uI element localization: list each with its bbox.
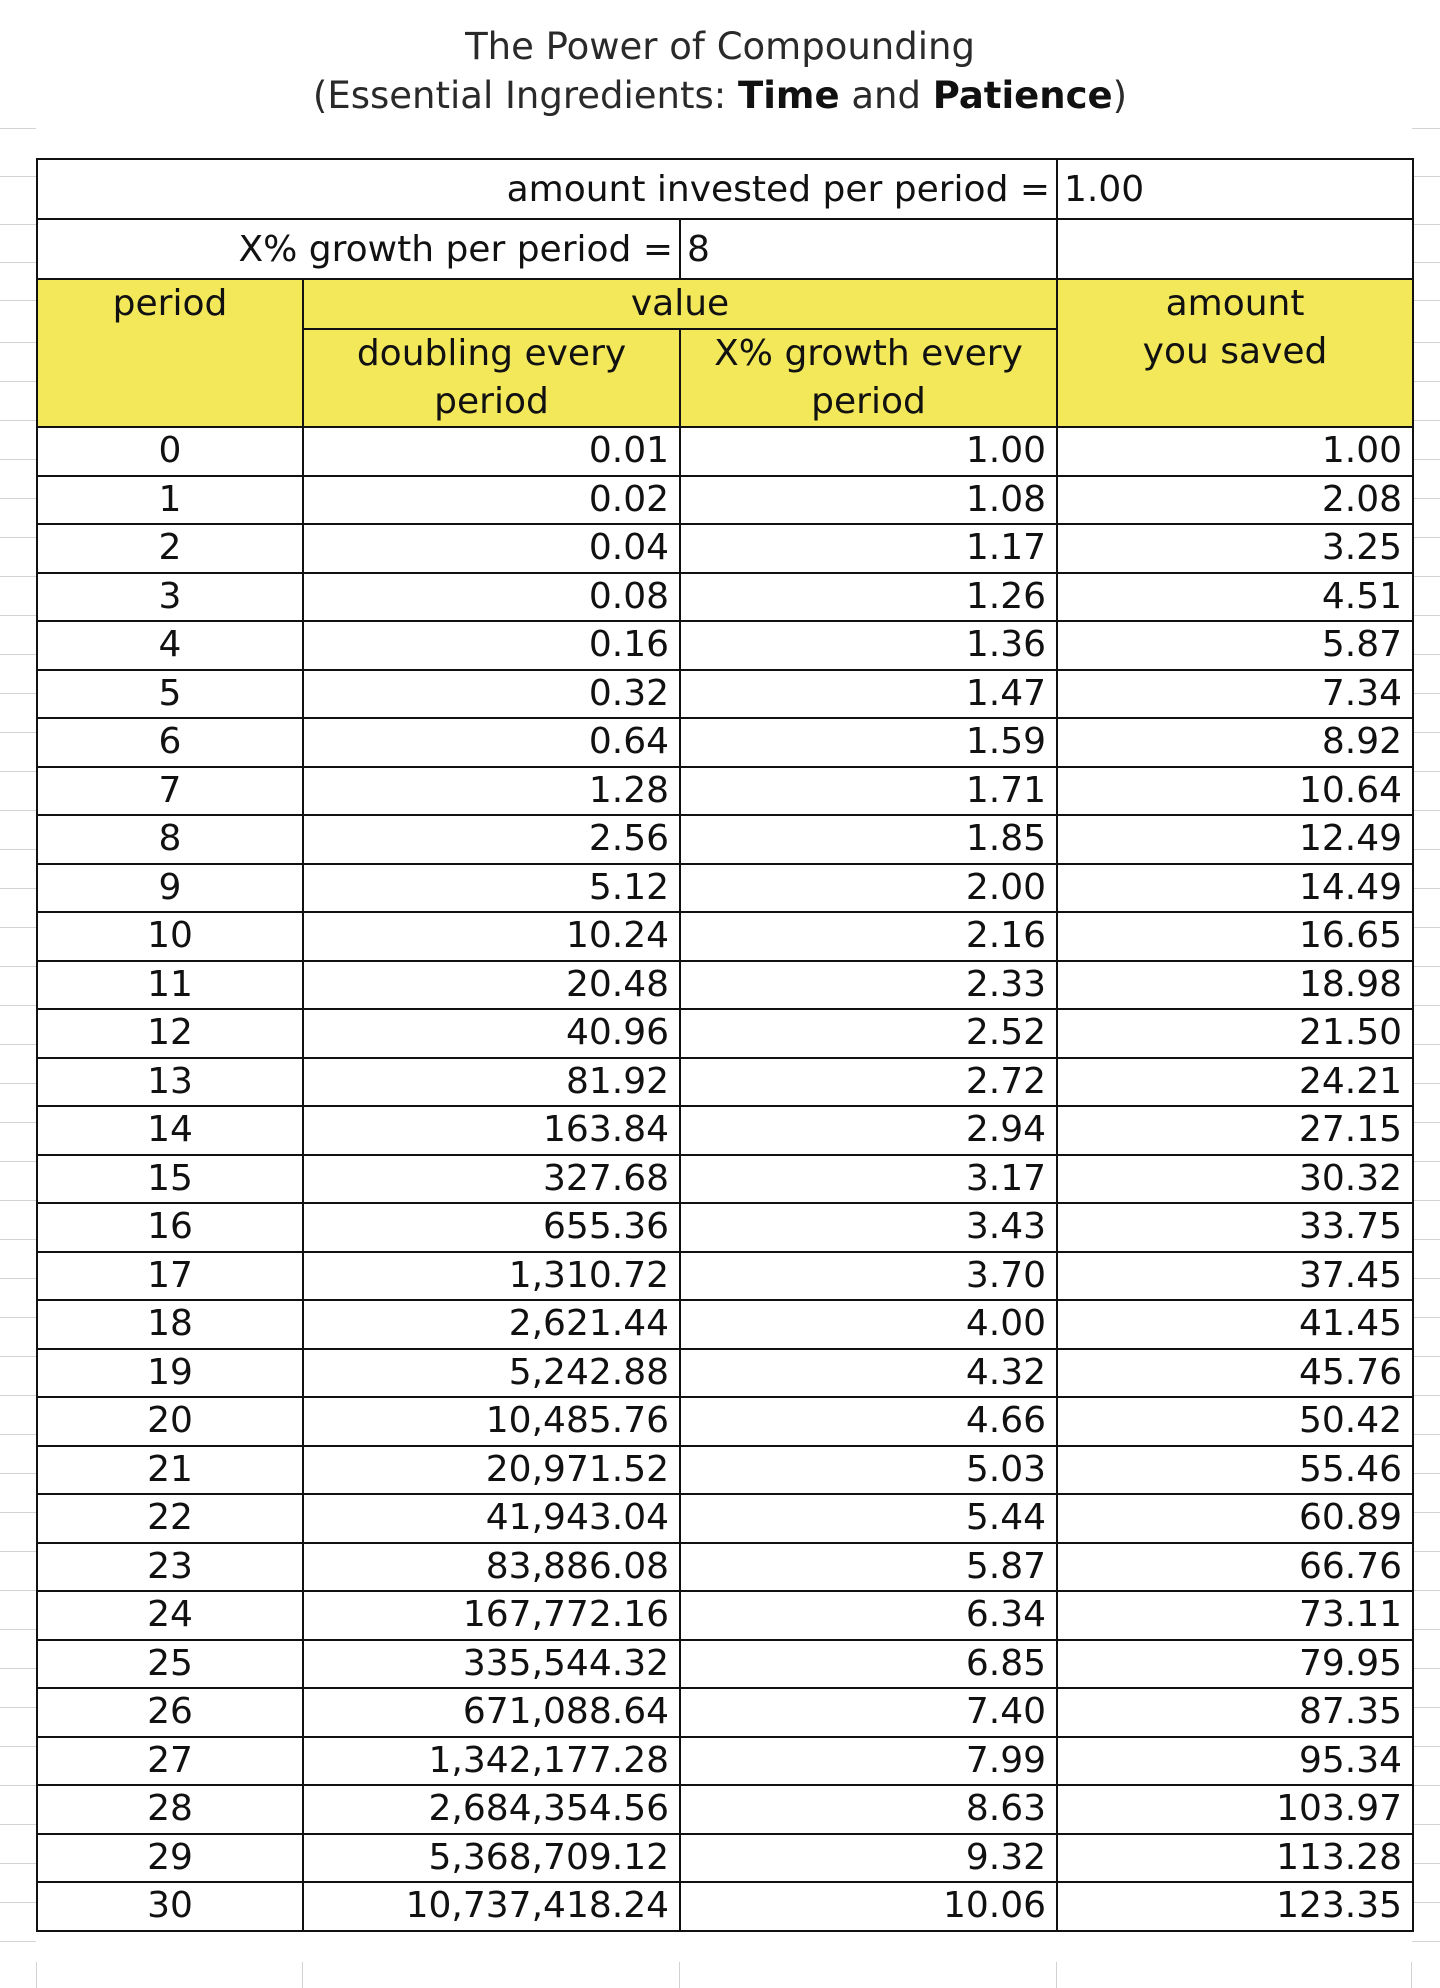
doubling-cell[interactable]: 10,485.76 xyxy=(303,1397,680,1446)
saved-cell[interactable]: 60.89 xyxy=(1057,1494,1413,1543)
period-cell[interactable]: 5 xyxy=(37,670,303,719)
period-cell[interactable]: 2 xyxy=(37,524,303,573)
doubling-cell[interactable]: 83,886.08 xyxy=(303,1543,680,1592)
growth-row xyxy=(37,219,1413,279)
header-saved: amount you saved xyxy=(1057,279,1413,427)
table-row xyxy=(37,1834,1413,1883)
period-cell[interactable]: 26 xyxy=(37,1688,303,1737)
table-row xyxy=(37,621,1413,670)
period-cell[interactable]: 18 xyxy=(37,1300,303,1349)
period-cell[interactable]: 28 xyxy=(37,1785,303,1834)
period-cell[interactable]: 19 xyxy=(37,1349,303,1398)
growth-cell[interactable]: 6.85 xyxy=(680,1640,1057,1689)
sheet-gridline xyxy=(1412,1044,1440,1045)
title-line-1: The Power of Compounding xyxy=(465,25,975,68)
sheet-gridline xyxy=(0,1512,36,1513)
table-row xyxy=(37,1106,1413,1155)
sheet-gridline xyxy=(1412,1863,1440,1864)
growth-cell[interactable]: 8.63 xyxy=(680,1785,1057,1834)
doubling-cell[interactable]: 5,242.88 xyxy=(303,1349,680,1398)
sheet-gridline xyxy=(0,1629,36,1630)
growth-cell[interactable]: 2.52 xyxy=(680,1009,1057,1058)
saved-cell[interactable]: 2.08 xyxy=(1057,476,1413,525)
growth-cell[interactable]: 3.70 xyxy=(680,1252,1057,1301)
table-row xyxy=(37,1688,1413,1737)
sheet-gridline xyxy=(0,1551,36,1552)
sheet-gridline xyxy=(1412,1551,1440,1552)
table-row xyxy=(37,961,1413,1010)
sheet-gridline xyxy=(0,654,36,655)
table-row xyxy=(37,1397,1413,1446)
table-row xyxy=(37,573,1413,622)
table-row xyxy=(37,815,1413,864)
sheet-gridline xyxy=(0,1317,36,1318)
period-cell[interactable]: 1 xyxy=(37,476,303,525)
sheet-gridline xyxy=(1412,1356,1440,1357)
saved-cell[interactable]: 8.92 xyxy=(1057,718,1413,767)
header-value: value xyxy=(303,279,1057,329)
sheet-gridline xyxy=(0,732,36,733)
growth-cell[interactable]: 1.71 xyxy=(680,767,1057,816)
growth-cell[interactable]: 4.32 xyxy=(680,1349,1057,1398)
sheet-gridline xyxy=(0,1941,36,1942)
sheet-gridline xyxy=(0,771,36,772)
sheet-gridline xyxy=(0,176,36,177)
sheet-gridline xyxy=(1412,1590,1440,1591)
doubling-cell[interactable]: 10.24 xyxy=(303,912,680,961)
sheet-gridline xyxy=(1412,537,1440,538)
sheet-gridline xyxy=(1412,1278,1440,1279)
table-row xyxy=(37,1252,1413,1301)
growth-cell[interactable]: 6.34 xyxy=(680,1591,1057,1640)
saved-cell[interactable]: 3.25 xyxy=(1057,524,1413,573)
saved-cell[interactable]: 1.00 xyxy=(1057,427,1413,476)
saved-cell[interactable]: 79.95 xyxy=(1057,1640,1413,1689)
sheet-gridline xyxy=(1412,732,1440,733)
table-row xyxy=(37,1591,1413,1640)
sheet-gridline xyxy=(1411,1962,1412,1988)
saved-cell[interactable]: 50.42 xyxy=(1057,1397,1413,1446)
growth-cell[interactable]: 5.03 xyxy=(680,1446,1057,1495)
saved-cell[interactable]: 113.28 xyxy=(1057,1834,1413,1883)
header-doubling: doubling every period xyxy=(303,329,680,427)
saved-cell[interactable]: 66.76 xyxy=(1057,1543,1413,1592)
table-row xyxy=(37,1737,1413,1786)
sheet-gridline xyxy=(1412,224,1440,225)
sheet-gridline xyxy=(1412,888,1440,889)
saved-cell[interactable]: 73.11 xyxy=(1057,1591,1413,1640)
doubling-cell[interactable]: 0.01 xyxy=(303,427,680,476)
table-row xyxy=(37,718,1413,767)
sheet-gridline xyxy=(0,615,36,616)
saved-cell[interactable]: 45.76 xyxy=(1057,1349,1413,1398)
sheet-gridline xyxy=(0,342,36,343)
growth-cell[interactable]: 5.44 xyxy=(680,1494,1057,1543)
amount-row xyxy=(37,159,1413,219)
growth-cell[interactable]: 2.33 xyxy=(680,961,1057,1010)
period-cell[interactable]: 9 xyxy=(37,864,303,913)
growth-cell[interactable]: 7.99 xyxy=(680,1737,1057,1786)
sheet-gridline xyxy=(0,1200,36,1201)
period-cell[interactable]: 21 xyxy=(37,1446,303,1495)
sheet-gridline xyxy=(1412,1629,1440,1630)
period-cell[interactable]: 6 xyxy=(37,718,303,767)
growth-cell[interactable]: 1.47 xyxy=(680,670,1057,719)
period-cell[interactable]: 29 xyxy=(37,1834,303,1883)
header-growth: X% growth every period xyxy=(680,329,1057,427)
sheet-gridline xyxy=(0,498,36,499)
table-row xyxy=(37,1446,1413,1495)
sheet-gridline xyxy=(679,1962,680,1988)
doubling-cell[interactable]: 2.56 xyxy=(303,815,680,864)
growth-input-cell[interactable]: 8 xyxy=(680,219,1057,279)
growth-cell[interactable]: 2.16 xyxy=(680,912,1057,961)
doubling-cell[interactable]: 0.04 xyxy=(303,524,680,573)
doubling-cell[interactable]: 0.32 xyxy=(303,670,680,719)
table-row xyxy=(37,1543,1413,1592)
amount-label: amount invested per period = xyxy=(37,159,1057,219)
sheet-gridline xyxy=(1412,1122,1440,1123)
saved-cell[interactable]: 10.64 xyxy=(1057,767,1413,816)
sheet-gridline xyxy=(1412,771,1440,772)
growth-cell[interactable]: 4.00 xyxy=(680,1300,1057,1349)
sheet-gridline xyxy=(1412,300,1440,301)
table-row xyxy=(37,427,1413,476)
sheet-gridline xyxy=(1412,498,1440,499)
table-row xyxy=(37,524,1413,573)
saved-cell[interactable]: 87.35 xyxy=(1057,1688,1413,1737)
growth-cell[interactable]: 1.26 xyxy=(680,573,1057,622)
saved-cell[interactable]: 27.15 xyxy=(1057,1106,1413,1155)
period-cell[interactable]: 22 xyxy=(37,1494,303,1543)
sheet-gridline xyxy=(1412,1785,1440,1786)
sheet-gridline xyxy=(0,1278,36,1279)
sheet-gridline xyxy=(1412,1083,1440,1084)
doubling-cell[interactable]: 167,772.16 xyxy=(303,1591,680,1640)
sheet-gridline xyxy=(0,1824,36,1825)
sheet-gridline xyxy=(1412,1434,1440,1435)
period-cell[interactable]: 24 xyxy=(37,1591,303,1640)
growth-cell[interactable]: 1.59 xyxy=(680,718,1057,767)
header-row-top xyxy=(37,279,1413,329)
growth-cell[interactable]: 1.36 xyxy=(680,621,1057,670)
sheet-gridline xyxy=(1412,576,1440,577)
sheet-gridline xyxy=(1056,1962,1057,1988)
period-cell[interactable]: 12 xyxy=(37,1009,303,1058)
table-row xyxy=(37,1155,1413,1204)
sheet-gridline xyxy=(0,576,36,577)
period-cell[interactable]: 15 xyxy=(37,1155,303,1204)
doubling-cell[interactable]: 0.64 xyxy=(303,718,680,767)
sheet-gridline xyxy=(0,1122,36,1123)
sheet-gridline xyxy=(0,1473,36,1474)
growth-cell[interactable]: 1.85 xyxy=(680,815,1057,864)
sheet-gridline xyxy=(0,966,36,967)
growth-cell[interactable]: 2.94 xyxy=(680,1106,1057,1155)
saved-cell[interactable]: 41.45 xyxy=(1057,1300,1413,1349)
compounding-table xyxy=(36,158,1414,1932)
sheet-gridline xyxy=(0,381,36,382)
title-line-2-suffix: ) xyxy=(1112,74,1128,117)
sheet-gridline xyxy=(0,888,36,889)
growth-cell[interactable]: 7.40 xyxy=(680,1688,1057,1737)
doubling-cell[interactable]: 671,088.64 xyxy=(303,1688,680,1737)
sheet-gridline xyxy=(1412,1239,1440,1240)
doubling-cell[interactable]: 1,342,177.28 xyxy=(303,1737,680,1786)
sheet-gridline xyxy=(1412,459,1440,460)
saved-cell[interactable]: 30.32 xyxy=(1057,1155,1413,1204)
growth-label: X% growth per period = xyxy=(37,219,680,279)
doubling-cell[interactable]: 41,943.04 xyxy=(303,1494,680,1543)
sheet-gridline xyxy=(0,1707,36,1708)
sheet-gridline xyxy=(36,1962,37,1988)
period-cell[interactable]: 23 xyxy=(37,1543,303,1592)
title-patience: Patience xyxy=(932,74,1113,117)
sheet-gridline xyxy=(0,927,36,928)
sheet-gridline xyxy=(302,1962,303,1988)
period-cell[interactable]: 8 xyxy=(37,815,303,864)
title-line-2 xyxy=(0,71,1440,120)
growth-cell[interactable]: 2.00 xyxy=(680,864,1057,913)
period-cell[interactable]: 10 xyxy=(37,912,303,961)
sheet-gridline xyxy=(1412,1668,1440,1669)
sheet-gridline xyxy=(0,1863,36,1864)
sheet-gridline xyxy=(1412,966,1440,967)
table-row xyxy=(37,1058,1413,1107)
saved-cell[interactable]: 7.34 xyxy=(1057,670,1413,719)
period-cell[interactable]: 0 xyxy=(37,427,303,476)
sheet-gridline xyxy=(1412,176,1440,177)
sheet-gridline xyxy=(0,459,36,460)
sheet-gridline xyxy=(0,537,36,538)
sheet-gridline xyxy=(1412,654,1440,655)
sheet-gridline xyxy=(1412,1200,1440,1201)
period-cell[interactable]: 17 xyxy=(37,1252,303,1301)
period-cell[interactable]: 13 xyxy=(37,1058,303,1107)
doubling-cell[interactable]: 1,310.72 xyxy=(303,1252,680,1301)
table-row xyxy=(37,1494,1413,1543)
sheet-gridline xyxy=(1412,1161,1440,1162)
doubling-cell[interactable]: 0.16 xyxy=(303,621,680,670)
growth-cell[interactable]: 2.72 xyxy=(680,1058,1057,1107)
table-row xyxy=(37,1009,1413,1058)
doubling-cell[interactable]: 335,544.32 xyxy=(303,1640,680,1689)
table-row xyxy=(37,912,1413,961)
title-line-2-prefix: (Essential Ingredients: xyxy=(312,74,738,117)
period-cell[interactable]: 11 xyxy=(37,961,303,1010)
doubling-cell[interactable]: 0.08 xyxy=(303,573,680,622)
sheet-gridline xyxy=(0,128,36,129)
saved-cell[interactable]: 5.87 xyxy=(1057,621,1413,670)
sheet-gridline xyxy=(0,300,36,301)
saved-cell[interactable]: 14.49 xyxy=(1057,864,1413,913)
saved-cell[interactable]: 21.50 xyxy=(1057,1009,1413,1058)
period-cell[interactable]: 4 xyxy=(37,621,303,670)
period-cell[interactable]: 16 xyxy=(37,1203,303,1252)
sheet-gridline xyxy=(0,1590,36,1591)
sheet-gridline xyxy=(0,1356,36,1357)
table-row xyxy=(37,1300,1413,1349)
sheet-gridline xyxy=(0,1239,36,1240)
sheet-gridline xyxy=(0,1902,36,1903)
doubling-cell[interactable]: 163.84 xyxy=(303,1106,680,1155)
saved-cell[interactable]: 103.97 xyxy=(1057,1785,1413,1834)
header-period: period xyxy=(37,279,303,427)
growth-cell[interactable]: 3.17 xyxy=(680,1155,1057,1204)
sheet-gridline xyxy=(1412,128,1440,129)
doubling-cell[interactable]: 1.28 xyxy=(303,767,680,816)
table-row xyxy=(37,1349,1413,1398)
growth-cell[interactable]: 10.06 xyxy=(680,1882,1057,1931)
doubling-cell[interactable]: 81.92 xyxy=(303,1058,680,1107)
saved-cell[interactable]: 4.51 xyxy=(1057,573,1413,622)
sheet-gridline xyxy=(1412,342,1440,343)
amount-input-cell[interactable]: 1.00 xyxy=(1057,159,1413,219)
sheet-gridline xyxy=(1412,1395,1440,1396)
doubling-cell[interactable]: 655.36 xyxy=(303,1203,680,1252)
sheet-gridline xyxy=(1412,1317,1440,1318)
period-cell[interactable]: 14 xyxy=(37,1106,303,1155)
sheet-gridline xyxy=(1412,849,1440,850)
sheet-gridline xyxy=(0,1044,36,1045)
doubling-cell[interactable]: 5.12 xyxy=(303,864,680,913)
doubling-cell[interactable]: 0.02 xyxy=(303,476,680,525)
sheet-gridline xyxy=(1412,1824,1440,1825)
sheet-gridline xyxy=(0,1785,36,1786)
table-row xyxy=(37,1882,1413,1931)
sheet-gridline xyxy=(1412,1473,1440,1474)
sheet-gridline xyxy=(0,849,36,850)
sheet-gridline xyxy=(0,1434,36,1435)
growth-cell[interactable]: 1.00 xyxy=(680,427,1057,476)
empty-cell xyxy=(1057,219,1413,279)
growth-cell[interactable]: 3.43 xyxy=(680,1203,1057,1252)
table-row xyxy=(37,1203,1413,1252)
table-row xyxy=(37,476,1413,525)
doubling-cell[interactable]: 327.68 xyxy=(303,1155,680,1204)
sheet-gridline xyxy=(1412,1902,1440,1903)
sheet-gridline xyxy=(0,1395,36,1396)
period-cell[interactable]: 3 xyxy=(37,573,303,622)
sheet-gridline xyxy=(0,420,36,421)
sheet-gridline xyxy=(1412,1512,1440,1513)
sheet-gridline xyxy=(0,1161,36,1162)
sheet-gridline xyxy=(1412,927,1440,928)
sheet-gridline xyxy=(1412,693,1440,694)
growth-cell[interactable]: 5.87 xyxy=(680,1543,1057,1592)
period-cell[interactable]: 7 xyxy=(37,767,303,816)
sheet-gridline xyxy=(1412,1005,1440,1006)
table-row xyxy=(37,670,1413,719)
period-cell[interactable]: 20 xyxy=(37,1397,303,1446)
sheet-gridline xyxy=(0,1668,36,1669)
doubling-cell[interactable]: 10,737,418.24 xyxy=(303,1882,680,1931)
title-time: Time xyxy=(738,74,840,117)
sheet-gridline xyxy=(1412,615,1440,616)
saved-cell[interactable]: 12.49 xyxy=(1057,815,1413,864)
doubling-cell[interactable]: 5,368,709.12 xyxy=(303,1834,680,1883)
doubling-cell[interactable]: 2,684,354.56 xyxy=(303,1785,680,1834)
sheet-gridline xyxy=(0,1083,36,1084)
sheet-gridline xyxy=(1412,810,1440,811)
doubling-cell[interactable]: 20.48 xyxy=(303,961,680,1010)
growth-cell[interactable]: 9.32 xyxy=(680,1834,1057,1883)
table-row xyxy=(37,767,1413,816)
growth-cell[interactable]: 4.66 xyxy=(680,1397,1057,1446)
saved-cell[interactable]: 24.21 xyxy=(1057,1058,1413,1107)
sheet-gridline xyxy=(1412,1746,1440,1747)
sheet-gridline xyxy=(0,1005,36,1006)
sheet-title xyxy=(0,22,1440,120)
sheet-gridline xyxy=(1412,262,1440,263)
saved-cell[interactable]: 55.46 xyxy=(1057,1446,1413,1495)
saved-cell[interactable]: 33.75 xyxy=(1057,1203,1413,1252)
period-cell[interactable]: 27 xyxy=(37,1737,303,1786)
sheet-gridline xyxy=(0,262,36,263)
saved-cell[interactable]: 37.45 xyxy=(1057,1252,1413,1301)
saved-cell[interactable]: 95.34 xyxy=(1057,1737,1413,1786)
sheet-gridline xyxy=(1412,420,1440,421)
sheet-gridline xyxy=(0,1746,36,1747)
sheet-gridline xyxy=(0,810,36,811)
growth-cell[interactable]: 1.08 xyxy=(680,476,1057,525)
saved-cell[interactable]: 18.98 xyxy=(1057,961,1413,1010)
doubling-cell[interactable]: 2,621.44 xyxy=(303,1300,680,1349)
table-row xyxy=(37,864,1413,913)
sheet-gridline xyxy=(1412,1707,1440,1708)
sheet-gridline xyxy=(0,693,36,694)
period-cell[interactable]: 25 xyxy=(37,1640,303,1689)
sheet-gridline xyxy=(1412,381,1440,382)
period-cell[interactable]: 30 xyxy=(37,1882,303,1931)
saved-cell[interactable]: 123.35 xyxy=(1057,1882,1413,1931)
sheet-gridline xyxy=(0,224,36,225)
growth-cell[interactable]: 1.17 xyxy=(680,524,1057,573)
table-row xyxy=(37,1640,1413,1689)
sheet-gridline xyxy=(1412,1941,1440,1942)
doubling-cell[interactable]: 40.96 xyxy=(303,1009,680,1058)
doubling-cell[interactable]: 20,971.52 xyxy=(303,1446,680,1495)
table-row xyxy=(37,1785,1413,1834)
saved-cell[interactable]: 16.65 xyxy=(1057,912,1413,961)
title-line-2-and: and xyxy=(839,74,933,117)
